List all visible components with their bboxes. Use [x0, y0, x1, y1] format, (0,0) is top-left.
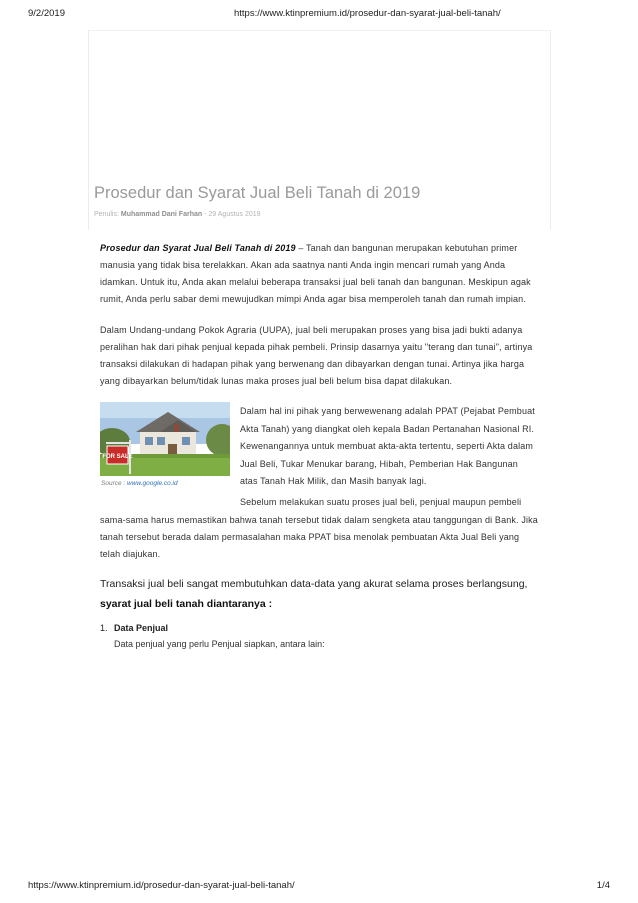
print-header-date: 9/2/2019	[28, 8, 65, 19]
article-date: 29 Agustus 2019	[208, 211, 261, 218]
caption-prefix: Source :	[101, 480, 126, 487]
intro-rest: – Tanah dan bangunan merupakan kebutuhan primer manusia yang tidak bisa terelakkan. Akan ada saatnya nanti Anda ingin mencari rumah yang Anda idamkan. Untuk itu, Anda akan melalui beberapa transaksi jual beli tanah dan bangunan. Meskipun agak rumit, Anda perlu sabar demi mewujudkan mimpi Anda agar bisa memperoleh tanah dan rumah impian.	[100, 243, 531, 304]
requirements-text: Transaksi jual beli sangat membutuhkan data-data yang akurat selama proses berlangsung,	[100, 578, 528, 590]
intro-lead: Prosedur dan Syarat Jual Beli Tanah di 2019	[100, 243, 296, 253]
article-author[interactable]: Muhammad Dani Farhan	[120, 211, 203, 218]
paragraph-requirements	[100, 574, 540, 614]
house-for-sale-image	[100, 402, 230, 476]
card-border-right	[550, 30, 551, 230]
card-border-top	[88, 30, 550, 31]
list-item-description: Data penjual yang perlu Penjual siapkan, antara lain:	[114, 639, 325, 649]
print-footer-url: https://www.ktinpremium.id/prosedur-dan-syarat-jual-beli-tanah/	[28, 880, 295, 891]
meta-separator: -	[204, 211, 207, 218]
paragraph-ppat: Dalam hal ini pihak yang berwewenang adalah PPAT (Pejabat Pembuat Akta Tanah) yang diangkat oleh kepala Badan Pertanahan Nasional RI. Kewenangannya untuk membuat akta-akta tertentu, seperti Akta dalam Jual Beli, Tukar Menukar barang, Hibah, Pemberian Hak Bangunan atas Tanah Hak Milik, dan Masih banyak lagi.	[240, 406, 535, 487]
paragraph-before-rest: sama-sama harus memastikan bahwa tanah tersebut tidak dalam sengketa atau tanggungan di Bank. Jika tanah tersebut berada dalam permasalahan maka PPAT bisa menolak pembuatan Akta Jual Beli yang telah diajukan.	[100, 515, 538, 559]
paragraph-intro	[100, 240, 540, 308]
list-item-heading: Data Penjual	[114, 623, 169, 633]
paragraph-before-first-line: Sebelum melakukan suatu proses jual beli, penjual maupun pembeli	[240, 497, 522, 507]
sign-text: FOR SALE	[102, 454, 133, 460]
requirements-list	[100, 620, 540, 652]
article-meta	[94, 211, 261, 218]
paragraph-uupa: Dalam Undang-undang Pokok Agraria (UUPA), jual beli merupakan proses yang bisa jadi bukti adanya peralihan hak dari pihak penjual kepada pihak pembeli. Prinsip dasarnya yaitu "terang dan tunai", artinya transaksi dilakukan di hadapan pihak yang berwenang dan dibayarkan dengan tunai. Artinya jika harga yang dibayarkan belum/tidak lunas maka proses jual beli belum bisa dapat dilakukan.	[100, 325, 533, 386]
caption-source-link[interactable]: www.google.co.id	[127, 480, 178, 487]
print-footer-page: 1/4	[596, 880, 610, 891]
image-caption	[101, 480, 178, 487]
article-title: Prosedur dan Syarat Jual Beli Tanah di 2019	[94, 184, 421, 202]
print-header-url: https://www.ktinpremium.id/prosedur-dan-syarat-jual-beli-tanah/	[234, 8, 501, 19]
list-item-number: 1.	[100, 623, 108, 633]
house-illustration	[100, 402, 230, 476]
card-border-left	[88, 30, 89, 230]
list-item	[100, 620, 540, 652]
requirements-bold: syarat jual beli tanah diantaranya :	[100, 598, 273, 610]
meta-prefix: Penulis:	[94, 211, 119, 218]
